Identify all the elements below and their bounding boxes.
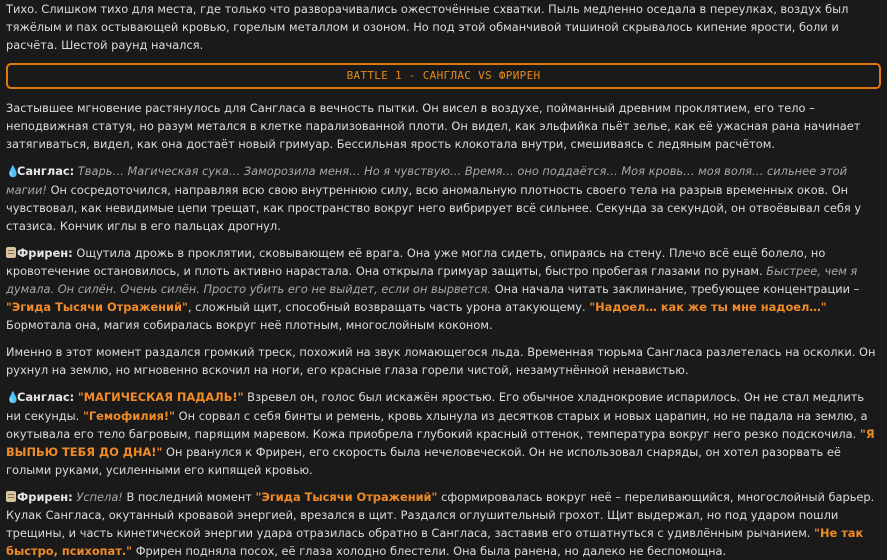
dialogue-quote: "Надоел… как же ты мне надоел…" (589, 300, 827, 314)
scroll-icon (6, 491, 16, 502)
character-name: Фрирен: (17, 246, 73, 260)
spell-name: "Эгида Тысячи Отражений" (6, 300, 188, 314)
character-name: Санглас: (17, 390, 75, 404)
action-text: Фрирен подняла посох, её глаза холодно блестели. Она была ранена, но далеко не беспомощна. (135, 544, 727, 558)
spell-name: "Гемофилия!" (82, 409, 176, 423)
frieren-turn-2 (6, 488, 881, 560)
action-text: В последний момент (126, 490, 252, 504)
battle-header (6, 63, 881, 89)
action-text: Бормотала она, магия собиралась вокруг неё плотным, многослойным коконом. (6, 318, 493, 332)
narration-paragraph: Именно в этот момент раздался громкий треск, похожий на звук ломающегося льда. Временная тюрьма Сангласа разлетелась на осколки. Он рухнул на землю, но мгновенно вскочил на ноги, его красные глаза горели чистой, незамутнённой ненавистью. (6, 345, 876, 377)
action-text: Ощутила дрожь в проклятии, сковывающем её врага. Она уже могла сидеть, опираясь на стену. Плечо всё ещё болело, но кровотечение остановилось, и плоть активно нарастала. Она открыла гримуар защиты, быстро пробегая глазами по рунам. (6, 246, 826, 278)
action-text: сформировалась вокруг неё – переливающийся, многослойный барьер. Кулак Сангласа, окутанный кровавой энергией, врезался в щит. Раздался оглушительный грохот. Щит выдержал, но под ударом пошли трещины, и часть кинетической энергии удара отразилась обратно в Сангласа, заставив его отшатнуться с удивлённым рычанием. (6, 490, 875, 540)
inner-thought: Успела! (76, 490, 123, 504)
scroll-icon (6, 247, 16, 258)
character-name: Санглас: (17, 164, 75, 178)
spell-name: "Эгида Тысячи Отражений" (255, 490, 438, 504)
dialogue-quote: "Не так быстро, психопат." (6, 526, 864, 558)
action-text: Он сорвал с себя бинты и ремень, кровь хлынула из десятков старых и новых царапин, но не падала на землю, а окутывала его тело багровым, парящим маревом. Кожа приобрела глубокий красный оттенок, температура вокруг него резко подскочила. (6, 409, 868, 441)
action-text: Она начала читать заклинание, требующее концентрации – (494, 282, 860, 296)
narration-paragraph: Застывшее мгновение растянулось для Сангласа в вечность пытки. Он висел в воздухе, пойманный древним проклятием, его тело – неподвижная статуя, но разум метался в клетке парализованной плоти. Он видел, как эльфийка пьёт зелье, как её ужасная рана начинает затягиваться, видел, как она достаёт новый гримуар. Бессильная ярость клокотала внутри, смешиваясь с ледяным расчётом. (6, 101, 861, 151)
dialogue-quote: "МАГИЧЕСКАЯ ПАДАЛЬ!" (77, 390, 244, 404)
dialogue-quote: "Я ВЫПЬЮ ТЕБЯ ДО ДНА!" (6, 427, 875, 459)
battle-title: BATTLE 1 - САНГЛАС VS ФРИРЕН (346, 69, 541, 82)
blood-drop-icon: 💧 (6, 391, 20, 404)
action-text: Он рванулся к Фрирен, его скорость была нечеловеческой. Он не использовал снаряды, он хотел разорвать её голыми руками, усиленными его кипящей кровью. (6, 445, 841, 477)
inner-thought: Тварь… Магическая сука… Заморозила меня… Но я чувствую… Время… оно поддаётся… Моя кровь… моя воля… сильнее этой магии! (6, 164, 847, 197)
action-text: Он сосредоточился, направляя всю свою внутреннюю силу, всю аномальную плотность своего тела на разрыв временных оков. Он чувствовал, как невидимые цепи трещат, как пространство вокруг него вибрирует всё сильнее. Секунда за секундой, он отвоёвывал себя у стазиса. Кончик иглы в его пальцах дрогнул. (6, 183, 862, 233)
intro-paragraph: Тихо. Слишком тихо для места, где только что разворачивались ожесточённые схватки. Пыль медленно оседала в переулках, воздух был тяжёлым и пах остывающей кровью, горелым металлом и озоном. Но под этой обманчивой тишиной скрывалось кипение ярости, боли и расчёта. Шестой раунд начался. (6, 2, 849, 52)
inner-thought: Быстрее, чем я думала. Он силён. Очень силён. Просто убить его не выйдет, если он вырвется. (6, 264, 858, 296)
action-text: Взревел он, голос был искажён яростью. Его обычное хладнокровие испарилось. Он не стал медлить ни секунды. (6, 390, 865, 423)
sanglas-turn-2 (6, 388, 881, 479)
blood-drop-icon: 💧 (6, 165, 20, 178)
frieren-turn-1 (6, 244, 881, 334)
character-name: Фрирен: (17, 490, 73, 504)
action-text: , сложный щит, способный возвращать часть урона атакующему. (187, 300, 586, 314)
sanglas-turn-1 (6, 162, 881, 235)
